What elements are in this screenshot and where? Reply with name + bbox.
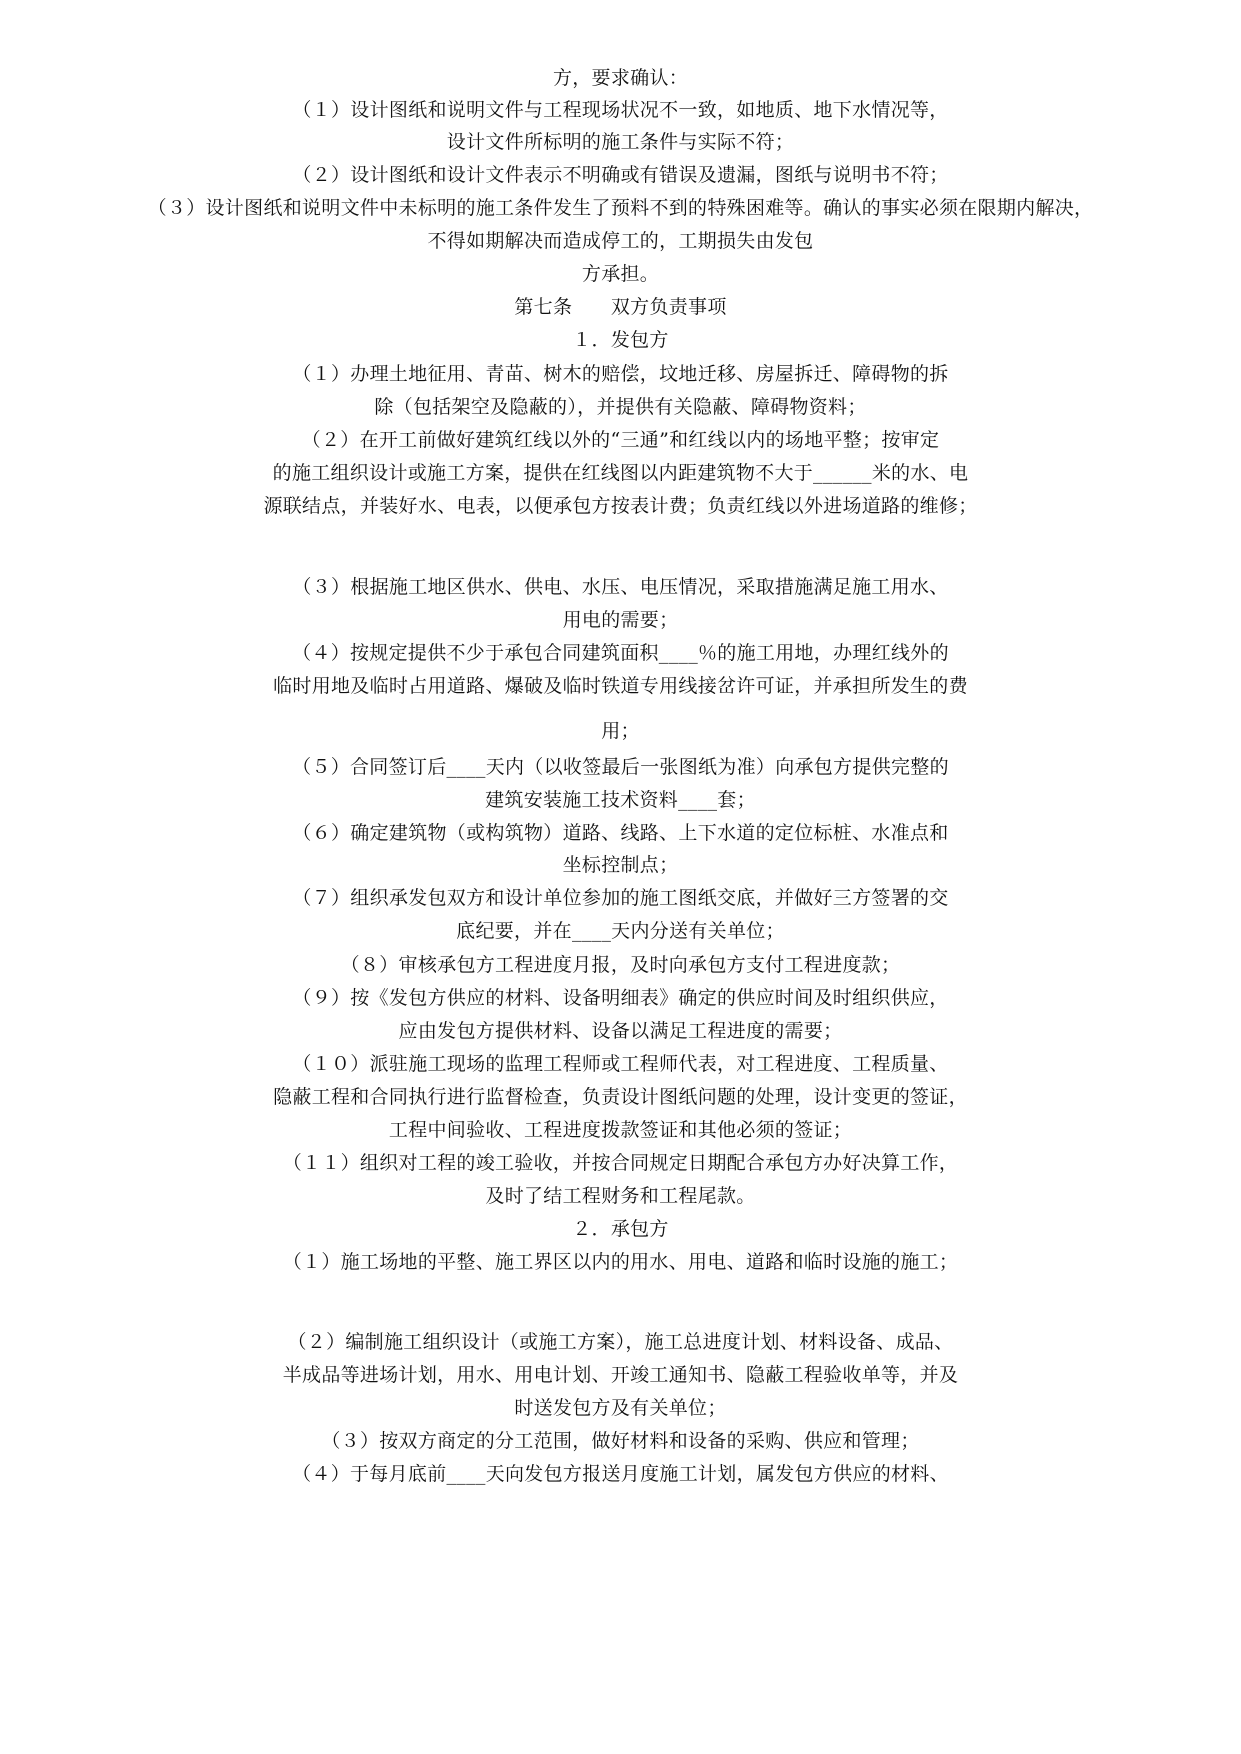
text-line: 不得如期解决而造成停工的，工期损失由发包	[427, 230, 814, 252]
text-line: 应由发包方提供材料、设备以满足工程进度的需要；	[398, 1020, 843, 1042]
text-line: （１）设计图纸和说明文件与工程现场状况不一致，如地质、地下水情况等，	[292, 99, 949, 121]
text-line: 方承担。	[581, 263, 660, 285]
text-line: 用；	[601, 720, 640, 742]
text-line: 源联结点，并装好水、电表，以便承包方按表计费；负责红线以外进场道路的维修；	[263, 495, 978, 517]
text-line: （３）按双方商定的分工范围，做好材料和设备的采购、供应和管理；	[321, 1430, 920, 1452]
text-line: 隐蔽工程和合同执行进行监督检查，负责设计图纸问题的处理，设计变更的签证，	[273, 1086, 968, 1108]
text-line: （２）设计图纸和设计文件表示不明确或有错误及遗漏，图纸与说明书不符；	[292, 164, 949, 186]
text-line: （３）设计图纸和说明文件中未标明的施工条件发生了预料不到的特殊困难等。确认的事实必须在限期内解决，	[147, 197, 1094, 219]
text-line: （１０）派驻施工现场的监理工程师或工程师代表，对工程进度、工程质量、	[292, 1053, 949, 1075]
text-line: （１１）组织对工程的竣工验收，并按合同规定日期配合承包方办好决算工作，	[282, 1152, 959, 1174]
text-line: （８）审核承包方工程进度月报，及时向承包方支付工程进度款；	[340, 954, 901, 976]
text-line: （２）编制施工组织设计（或施工方案），施工总进度计划、材料设备、成品、	[287, 1331, 954, 1353]
text-line: （５）合同签订后____天内（以收签最后一张图纸为准）向承包方提供完整的	[292, 756, 949, 778]
subsection-heading: １．发包方	[572, 329, 669, 351]
subsection-heading: ２．承包方	[572, 1218, 669, 1240]
text-line: （１）施工场地的平整、施工界区以内的用水、用电、道路和临时设施的施工；	[282, 1251, 959, 1273]
text-line: 工程中间验收、工程进度拨款签证和其他必须的签证；	[388, 1119, 853, 1141]
text-line: （７）组织承发包双方和设计单位参加的施工图纸交底，并做好三方签署的交	[292, 887, 949, 909]
text-line: （６）确定建筑物（或构筑物）道路、线路、上下水道的定位标桩、水准点和	[292, 822, 949, 844]
section-heading: 第七条 双方负责事项	[514, 296, 727, 318]
text-line: （１）办理土地征用、青苗、树木的赔偿，坟地迁移、房屋拆迁、障碍物的拆	[292, 363, 949, 385]
text-line: 的施工组织设计或施工方案，提供在红线图以内距建筑物不大于______米的水、电	[272, 462, 969, 484]
text-line: （９）按《发包方供应的材料、设备明细表》确定的供应时间及时组织供应，	[292, 987, 949, 1009]
text-line: 半成品等进场计划，用水、用电计划、开竣工通知书、隐蔽工程验收单等，并及	[282, 1364, 959, 1386]
text-line: （３）根据施工地区供水、供电、水压、电压情况，采取措施满足施工用水、	[292, 576, 949, 598]
text-line: 方，要求确认：	[552, 67, 689, 89]
text-line: 底纪要，并在____天内分送有关单位；	[456, 920, 785, 942]
text-line: 用电的需要；	[562, 609, 679, 631]
text-line: 建筑安装施工技术资料____套；	[485, 789, 756, 811]
text-line: 临时用地及临时占用道路、爆破及临时铁道专用线接岔许可证，并承担所发生的费	[273, 675, 968, 697]
text-line: （２）在开工前做好建筑红线以外的“三通”和红线以内的场地平整；按审定	[301, 429, 940, 451]
text-line: 除（包括架空及隐蔽的），并提供有关隐蔽、障碍物资料；	[374, 396, 867, 418]
text-line: （４）于每月底前____天向发包方报送月度施工计划，属发包方供应的材料、	[292, 1463, 949, 1485]
text-line: 时送发包方及有关单位；	[514, 1397, 727, 1419]
text-line: 设计文件所标明的施工条件与实际不符；	[446, 131, 795, 153]
text-line: 坐标控制点；	[562, 854, 679, 876]
text-line: 及时了结工程财务和工程尾款。	[485, 1185, 756, 1207]
text-line: （４）按规定提供不少于承包合同建筑面积____％的施工用地，办理红线外的	[292, 642, 949, 664]
